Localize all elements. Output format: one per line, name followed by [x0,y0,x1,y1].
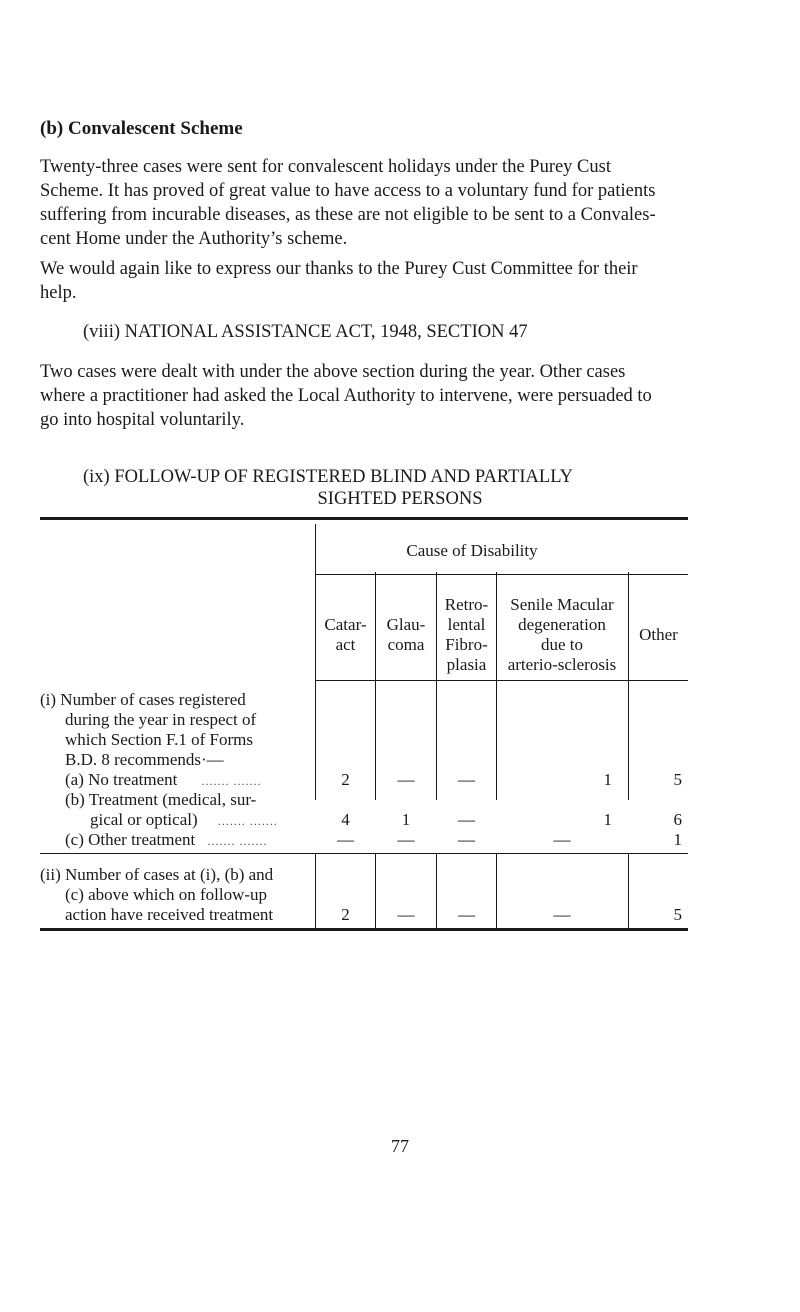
column-rule [436,853,437,928]
row-label-other-treatment [65,830,315,851]
column-header-other: Other [639,625,678,644]
text-line: We would again like to express our thanks to the Purey Cust Committee for their [40,259,638,279]
column-header-cataract [316,615,375,655]
column-rule [315,524,316,800]
text-line: help. [40,283,77,303]
table-cell: — [397,770,415,789]
label-line: which Section F.1 of Forms [65,730,253,749]
column-rule [315,853,316,928]
table-cell: — [458,905,475,924]
leader-dots: ....... ....... [207,834,268,848]
table-cell: 1 [401,810,411,829]
column-header-glaucoma [376,615,436,655]
national-assistance-heading: (viii) NATIONAL ASSISTANCE ACT, 1948, SECTION 47 [83,322,528,342]
header-line: act [335,635,356,654]
group-header-rule [316,574,688,575]
section-1-label [40,690,312,770]
convalescent-paragraph-1 [40,155,760,251]
convalescent-paragraph-2 [40,257,760,305]
table-cell: — [553,830,571,849]
label-line: action have received treatment [65,905,274,924]
column-header-senile-macular [496,595,628,675]
table-cell: — [458,810,475,829]
label-line: gical or optical) [90,810,198,829]
header-line: due to [540,635,584,654]
label-line: (b) Treatment (medical, sur- [65,790,257,809]
column-header-retrolental [437,595,496,675]
header-line: Catar- [324,615,367,634]
header-line: Retro- [444,595,489,614]
cause-of-disability-header: Cause of Disability [406,541,538,560]
table-cell: — [397,905,415,924]
table-cell: — [458,830,475,849]
label-line: (ii) Number of cases at (i), (b) and [40,865,274,884]
column-rule [375,853,376,928]
label-line: during the year in respect of [65,710,257,729]
table-bottom-rule [40,928,688,931]
row-label-treatment [65,790,315,831]
header-line: degeneration [518,615,606,634]
text-line: where a practitioner had asked the Local Authority to intervene, were persuaded to [40,386,652,406]
leader-dots: ....... ....... [217,814,278,828]
text-line: cent Home under the Authority’s scheme. [40,229,348,249]
label-line: (c) above which on follow-up [65,885,268,904]
table-cell: — [553,905,571,924]
section-2-label [40,865,312,925]
header-line: lental [447,615,486,634]
header-line: arterio-sclerosis [507,655,617,674]
section-divider-rule [40,853,688,854]
table-cell: — [397,830,415,849]
label-line: (i) Number of cases registered [40,690,246,709]
column-rule [375,572,376,800]
column-rule [496,853,497,928]
row-label-no-treatment [65,770,315,791]
header-line: coma [387,635,425,654]
table-cell: 6 [673,810,682,829]
table-cell: 5 [673,770,682,789]
table-cell: 2 [341,905,350,924]
header-line: Glau- [386,615,426,634]
header-line: Senile Macular [510,595,614,614]
table-cell: — [337,830,354,849]
header-bottom-rule [316,680,688,681]
convalescent-heading: (b) Convalescent Scheme [40,118,243,139]
table-cell: 1 [603,770,612,789]
label-line: B.D. 8 recommends·— [65,750,224,769]
follow-up-heading-line-1: (ix) FOLLOW-UP OF REGISTERED BLIND AND PARTIALLY [83,467,574,487]
follow-up-heading-line-2: SIGHTED PERSONS [317,489,483,509]
table-cell: 4 [341,810,350,829]
table-top-rule [40,517,688,520]
text-line: go into hospital voluntarily. [40,410,245,430]
header-line: Fibro- [445,635,488,654]
leader-dots: ....... ....... [201,774,262,788]
text-line: Twenty-three cases were sent for convalescent holidays under the Purey Cust [40,157,611,177]
column-rule [628,572,629,800]
text-line: suffering from incurable diseases, as these are not eligible to be sent to a Convales- [40,205,656,225]
text-line: Scheme. It has proved of great value to have access to a voluntary fund for patients [40,181,656,201]
page-number: 77 [391,1136,409,1156]
blind-followup-table [40,517,688,849]
national-assistance-paragraph [40,360,760,432]
text-line: Two cases were dealt with under the above section during the year. Other cases [40,362,626,382]
table-cell: 2 [341,770,350,789]
label-line: (c) Other treatment [65,830,196,849]
header-line: plasia [446,655,487,674]
table-cell: 5 [673,905,682,924]
table-cell: 1 [603,810,612,829]
table-cell: 1 [673,830,682,849]
column-rule [628,853,629,928]
table-cell: — [458,770,475,789]
label-line: (a) No treatment [65,770,178,789]
